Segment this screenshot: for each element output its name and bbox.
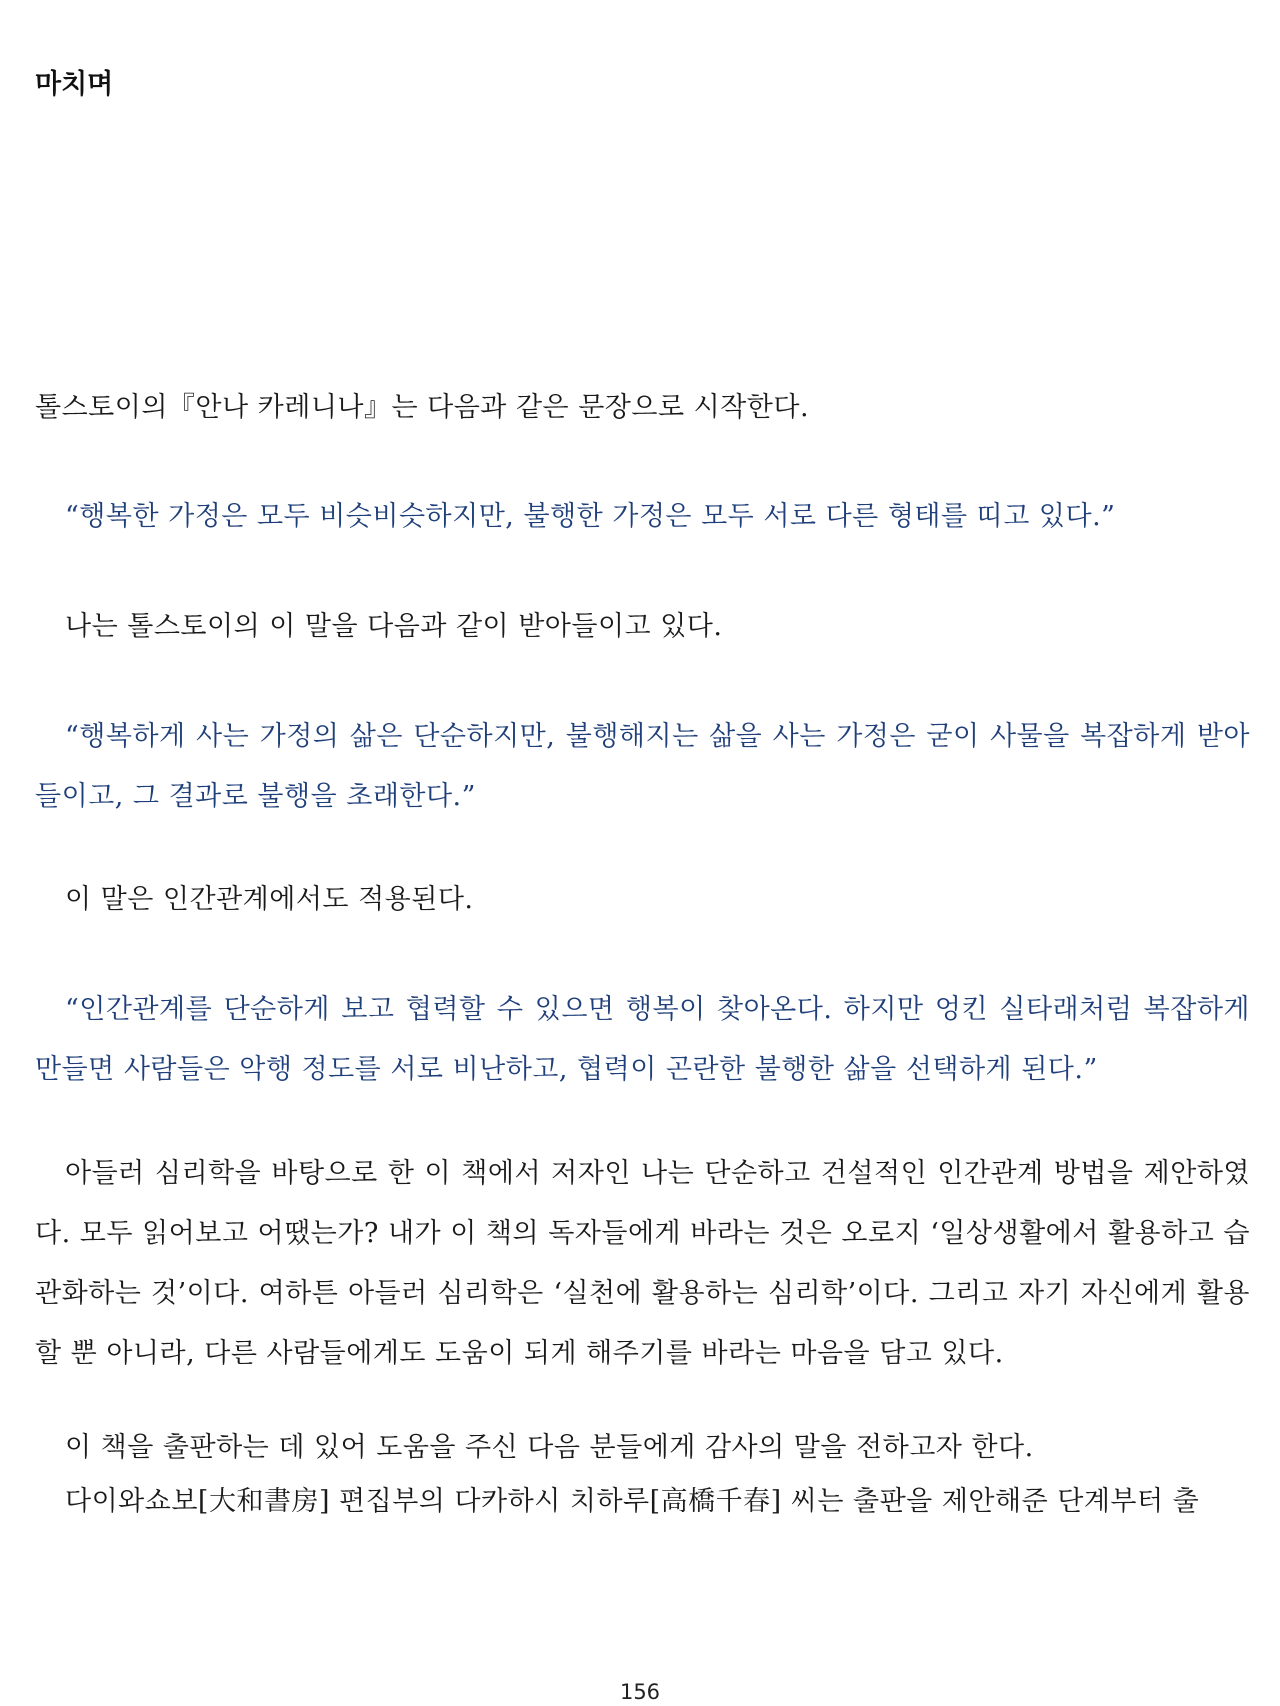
paragraph-interpretation: 나는 톨스토이의 이 말을 다음과 같이 받아들이고 있다.: [65, 611, 723, 642]
paragraph-intro: 톨스토이의『안나 카레니나』는 다음과 같은 문장으로 시작한다.: [35, 392, 810, 423]
quote-tolstoy: “행복한 가정은 모두 비슷비슷하지만, 불행한 가정은 모두 서로 다른 형태를 띠고 있다.”: [65, 501, 1116, 532]
page-number: 156: [619, 1680, 661, 1704]
paragraph-acknowledgment: 이 책을 출판하는 데 있어 도움을 주신 다음 분들에게 감사의 말을 전하고자 한다.: [65, 1432, 1034, 1463]
quote-interpretation: “행복하게 사는 가정의 삶은 단순하지만, 불행해지는 삶을 사는 가정은 굳이 사물을 복잡하게 받아들이고, 그 결과로 불행을 초래한다.”: [35, 721, 1250, 812]
chapter-title: 마치며: [35, 69, 114, 100]
paragraph-editor-thanks: 다이와쇼보[大和書房] 편집부의 다카하시 치하루[高橋千春] 씨는 출판을 제안해준 단계부터 출: [65, 1486, 1200, 1517]
paragraph-relationships: 이 말은 인간관계에서도 적용된다.: [65, 884, 474, 915]
paragraph-adler: 아들러 심리학을 바탕으로 한 이 책에서 저자인 나는 단순하고 건설적인 인간관계 방법을 제안하였다. 모두 읽어보고 어땠는가? 내가 이 책의 독자들에게 바라는 것은 오로지 ‘일상생활에서 활용하고 습관화하는 것’이다. 여하튼 아들러 심리학은 ‘실천에 활용하는 심리학’이다. 그리고 자기 자신에게 활용할 뿐 아니라, 다른 사람들에게도 도움이 되게 해주기를 바라는 마음을 담고 있다.: [35, 1158, 1250, 1369]
quote-relationships: “인간관계를 단순하게 보고 협력할 수 있으면 행복이 찾아온다. 하지만 엉킨 실타래처럼 복잡하게 만들면 사람들은 악행 정도를 서로 비난하고, 협력이 곤란한 불행한 삶을 선택하게 된다.”: [35, 994, 1250, 1085]
